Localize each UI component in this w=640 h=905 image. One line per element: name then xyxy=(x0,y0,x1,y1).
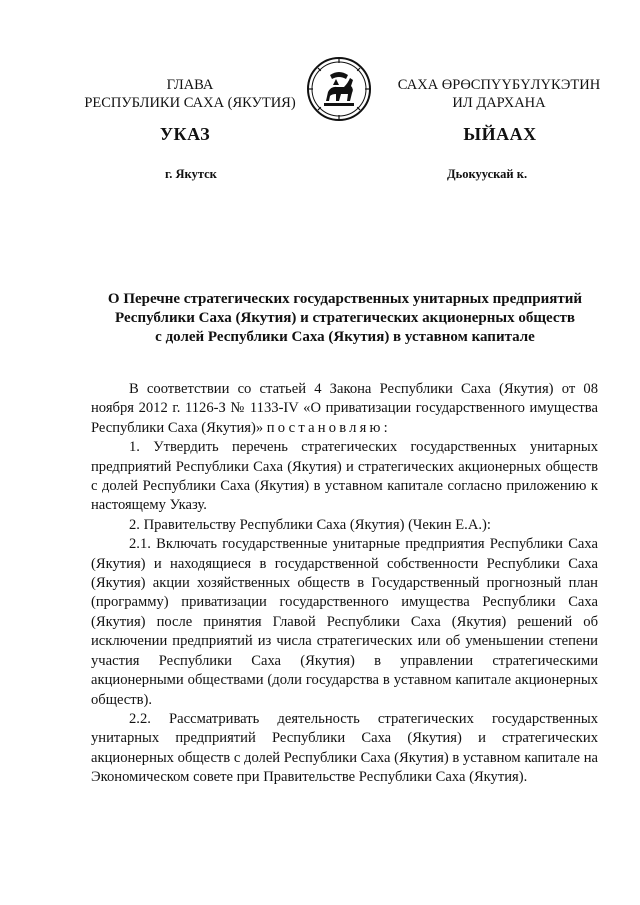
coat-of-arms-icon xyxy=(306,56,372,122)
paragraph-item-2: 2. Правительству Республики Саха (Якутия) (Чекин Е.А.): xyxy=(129,516,491,533)
city-sah: Дьокуускай к. xyxy=(447,167,528,181)
header-right-line1: САХА ӨРӨСПҮҮБҮЛҮКЭТИН xyxy=(397,77,601,93)
header-left-line2: РЕСПУБЛИКИ САХА (ЯКУТИЯ) xyxy=(84,95,296,111)
title-line3: с долей Республики Саха (Якутия) в уставном капитале xyxy=(155,329,535,345)
document-title xyxy=(80,290,610,347)
header-right-line2: ИЛ ДАРХАНА xyxy=(452,95,546,111)
city-ru: г. Якутск xyxy=(165,167,217,181)
document-body xyxy=(91,380,598,788)
paragraph-item-2-1: 2.1. Включать государственные унитарные предприятия Республики Саха (Якутия) и находящиеся в государственной собственности Республики Саха (Якутия) акции хозяйственных обществ в Государственный прогнозный план (программу) приватизации государственного имущества Республики Саха (Якутия) после принятия Главой Республики Саха (Якутия) решений об исключении предприятий из числа стратегических или об уменьшении степени участия Республики Саха (Якутия) в управлении стратегическими акционерными обществами (доли государства в уставном капитале акционерных обществ). xyxy=(91,536,598,708)
title-line1: О Перечне стратегических государственных унитарных предприятий xyxy=(107,291,583,307)
header-right xyxy=(390,76,608,112)
paragraph-item-1: 1. Утвердить перечень стратегических государственных унитарных предприятий Республики Саха (Якутия) и стратегических акционерных обществ с долей Республики Саха (Якутия) в уставном капитале согласно приложению к настоящему Указу. xyxy=(91,439,598,514)
decree-label-ru: УКАЗ xyxy=(159,124,211,144)
header-left xyxy=(80,76,300,112)
header-left-line1: ГЛАВА xyxy=(166,77,214,93)
decree-label-sah: ЫЙААХ xyxy=(463,124,537,144)
paragraph-item-2-2: 2.2. Рассматривать деятельность стратегических государственных унитарных предприятий Республики Саха (Якутия) и стратегических акционерных обществ с долей Республики Саха (Якутия) в уставном капитале на Экономическом совете при Правительстве Республики Саха (Якутия). xyxy=(91,710,598,786)
paragraph-preamble xyxy=(91,380,598,438)
preamble-resolution: постановляю: xyxy=(266,419,391,436)
title-line2: Республики Саха (Якутия) и стратегических акционерных обществ xyxy=(115,310,575,326)
preamble-text: В соответствии со статьей 4 Закона Республики Саха (Якутия) от 08 ноября 2012 г. 1126-З № 1133-IV «О приватизации государственного имущества Республики Саха (Якутия)» xyxy=(91,381,598,436)
